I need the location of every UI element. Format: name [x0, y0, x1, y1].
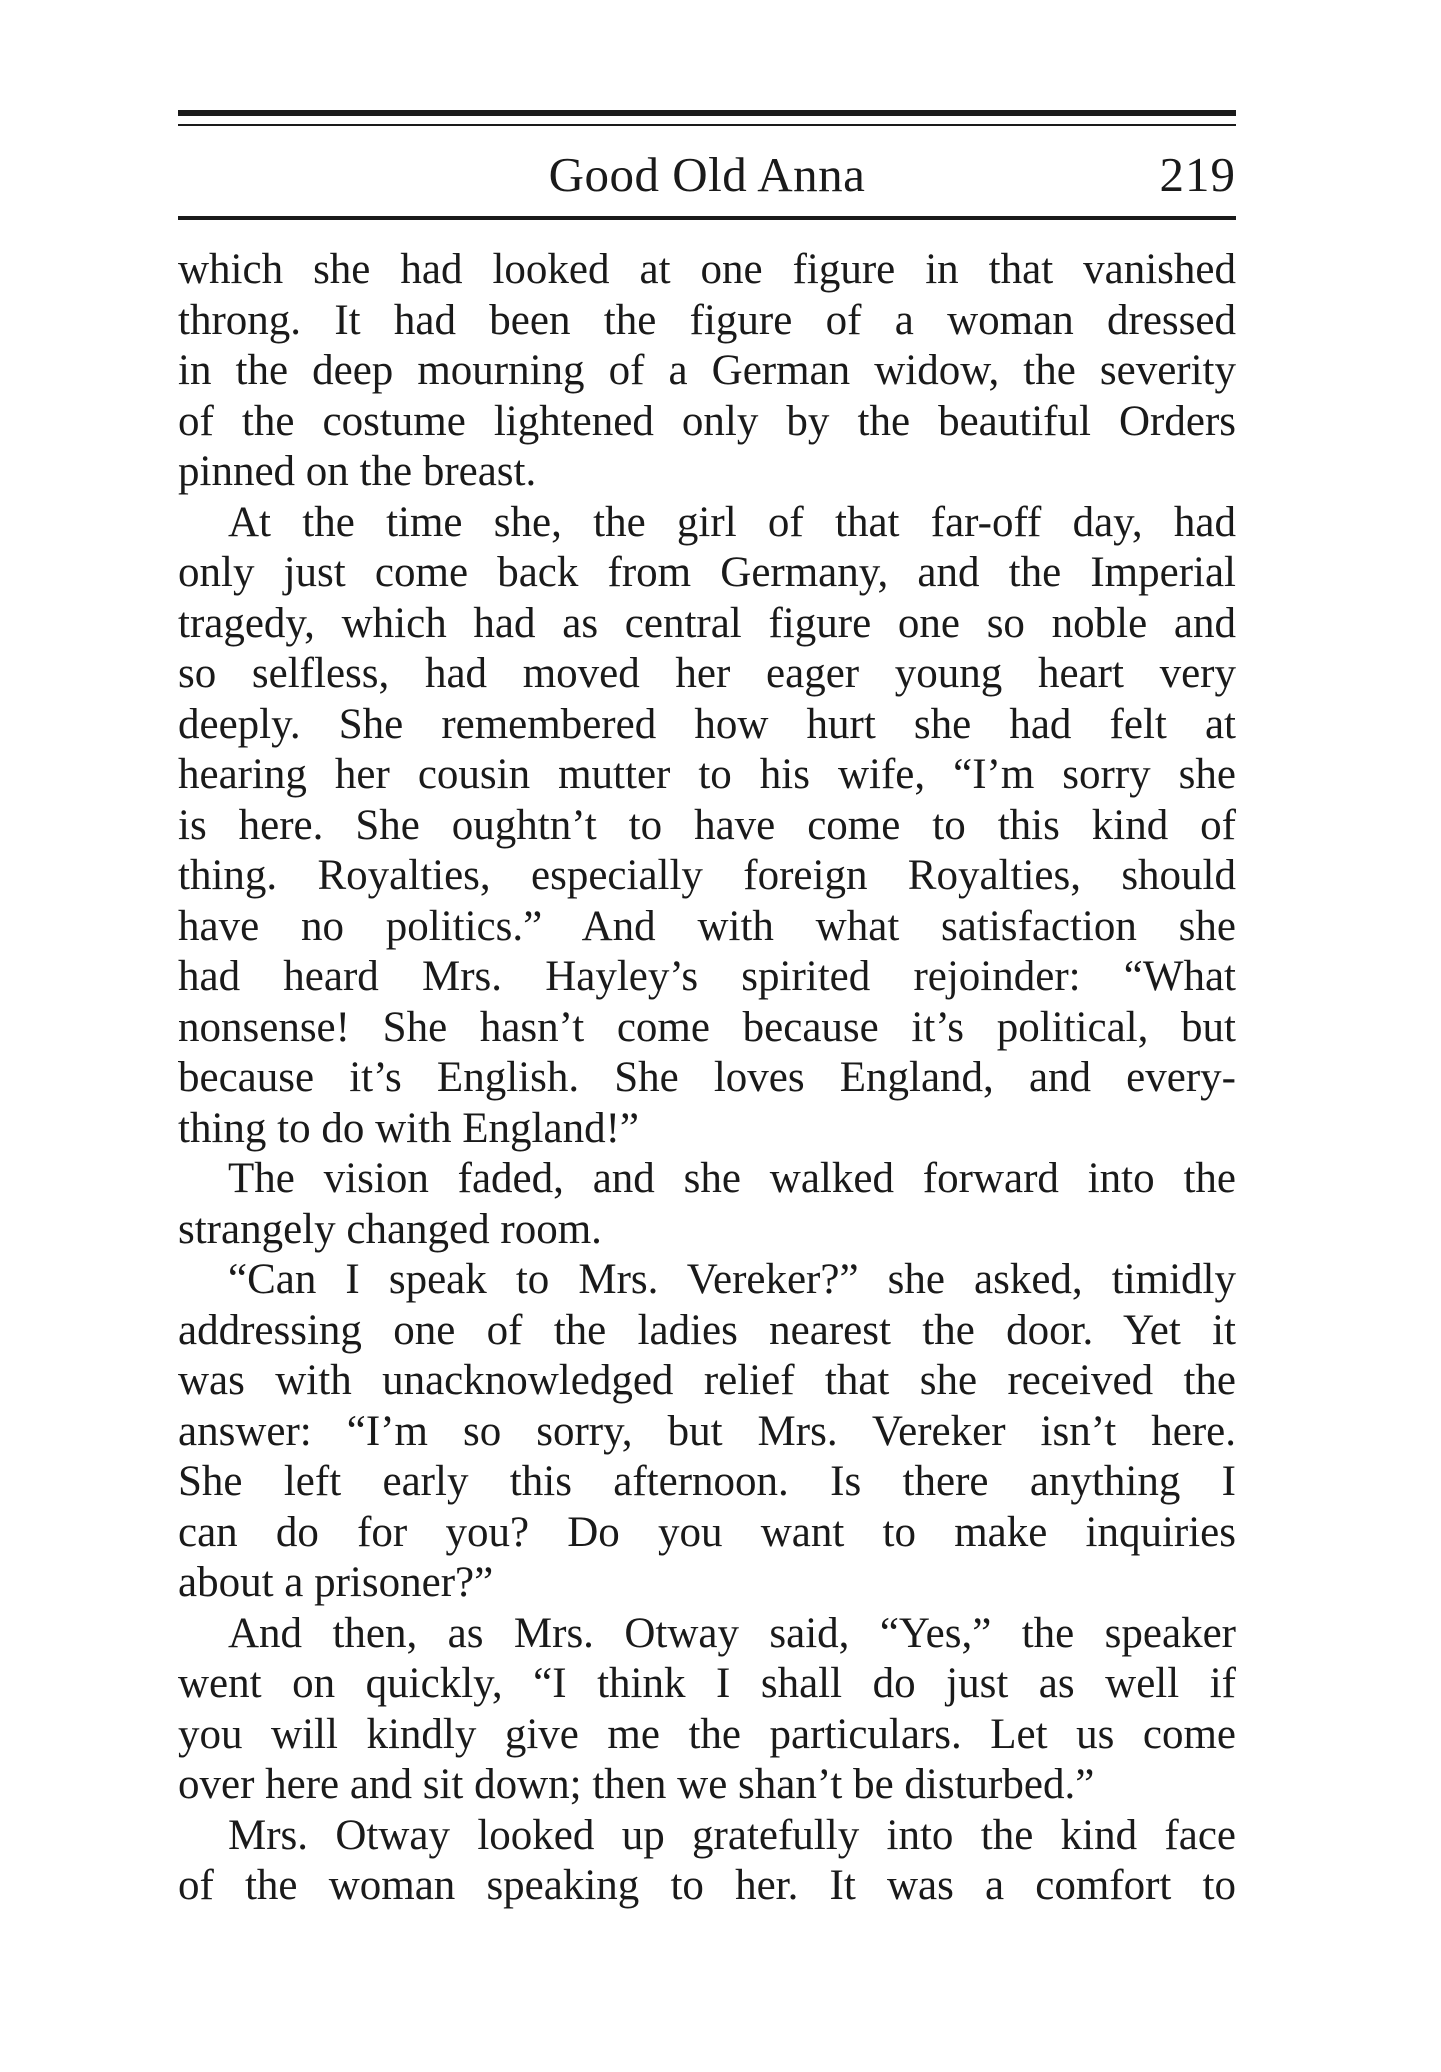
header-rule-bottom [178, 216, 1236, 220]
text-line: can do for you? Do you want to make inquiries [178, 1508, 1236, 1556]
text-line: you will kindly give me the particulars. Let us come [178, 1710, 1236, 1758]
text-line: “Can I speak to Mrs. Vereker?” she asked, timidly [228, 1256, 1236, 1303]
text-line: had heard Mrs. Hayley’s spirited rejoinder: “What [178, 953, 1236, 1000]
text-line: of the costume lightened only by the beautiful Orders [178, 397, 1236, 445]
text-line: over here and sit down; then we shan’t be disturbed.” [178, 1761, 1095, 1808]
text-line: which she had looked at one figure in that vanished [178, 246, 1236, 293]
text-line: Mrs. Otway looked up gratefully into the kind face [228, 1811, 1236, 1859]
text-line: was with unacknowledged relief that she received the [178, 1357, 1236, 1404]
running-header [178, 140, 1236, 210]
text-line: only just come back from Germany, and the Imperial [178, 549, 1236, 596]
text-line: in the deep mourning of a German widow, the severity [178, 347, 1236, 394]
text-line: have no politics.” And with what satisfaction she [178, 902, 1236, 950]
text-line: tragedy, which had as central figure one so noble and [178, 599, 1236, 647]
text-line: throng. It had been the figure of a woman dressed [178, 296, 1236, 344]
text-line: went on quickly, “I think I shall do just as well if [178, 1660, 1236, 1707]
text-line: pinned on the breast. [178, 448, 537, 495]
text-line: And then, as Mrs. Otway said, “Yes,” the speaker [228, 1609, 1236, 1657]
text-line: thing to do with England!” [178, 1104, 639, 1152]
text-line: deeply. She remembered how hurt she had felt at [178, 700, 1236, 748]
running-title: Good Old Anna [548, 147, 866, 202]
text-line: strangely changed room. [178, 1205, 602, 1253]
text-line: so selfless, had moved her eager young heart very [178, 650, 1236, 697]
text-line: The vision faded, and she walked forward into the [228, 1155, 1236, 1202]
text-line: about a prisoner?” [178, 1559, 494, 1606]
page-number: 219 [1159, 147, 1236, 202]
text-line: because it’s English. She loves England, and every- [178, 1054, 1236, 1101]
text-line: nonsense! She hasn’t come because it’s political, but [178, 1003, 1236, 1051]
text-line: addressing one of the ladies nearest the door. Yet it [178, 1306, 1236, 1354]
text-line: She left early this afternoon. Is there anything I [178, 1458, 1236, 1505]
text-line: answer: “I’m so sorry, but Mrs. Vereker isn’t here. [178, 1407, 1236, 1455]
text-line: thing. Royalties, especially foreign Royalties, should [178, 852, 1236, 899]
body-text [178, 245, 1236, 1912]
text-line: At the time she, the girl of that far-off day, had [228, 498, 1236, 546]
text-line: hearing her cousin mutter to his wife, “I’m sorry she [178, 751, 1236, 798]
text-line: is here. She oughtn’t to have come to this kind of [178, 801, 1236, 849]
header-rule-top-thick [178, 110, 1236, 116]
header-rule-top-thin [178, 124, 1236, 126]
text-line: of the woman speaking to her. It was a comfort to [178, 1862, 1236, 1909]
